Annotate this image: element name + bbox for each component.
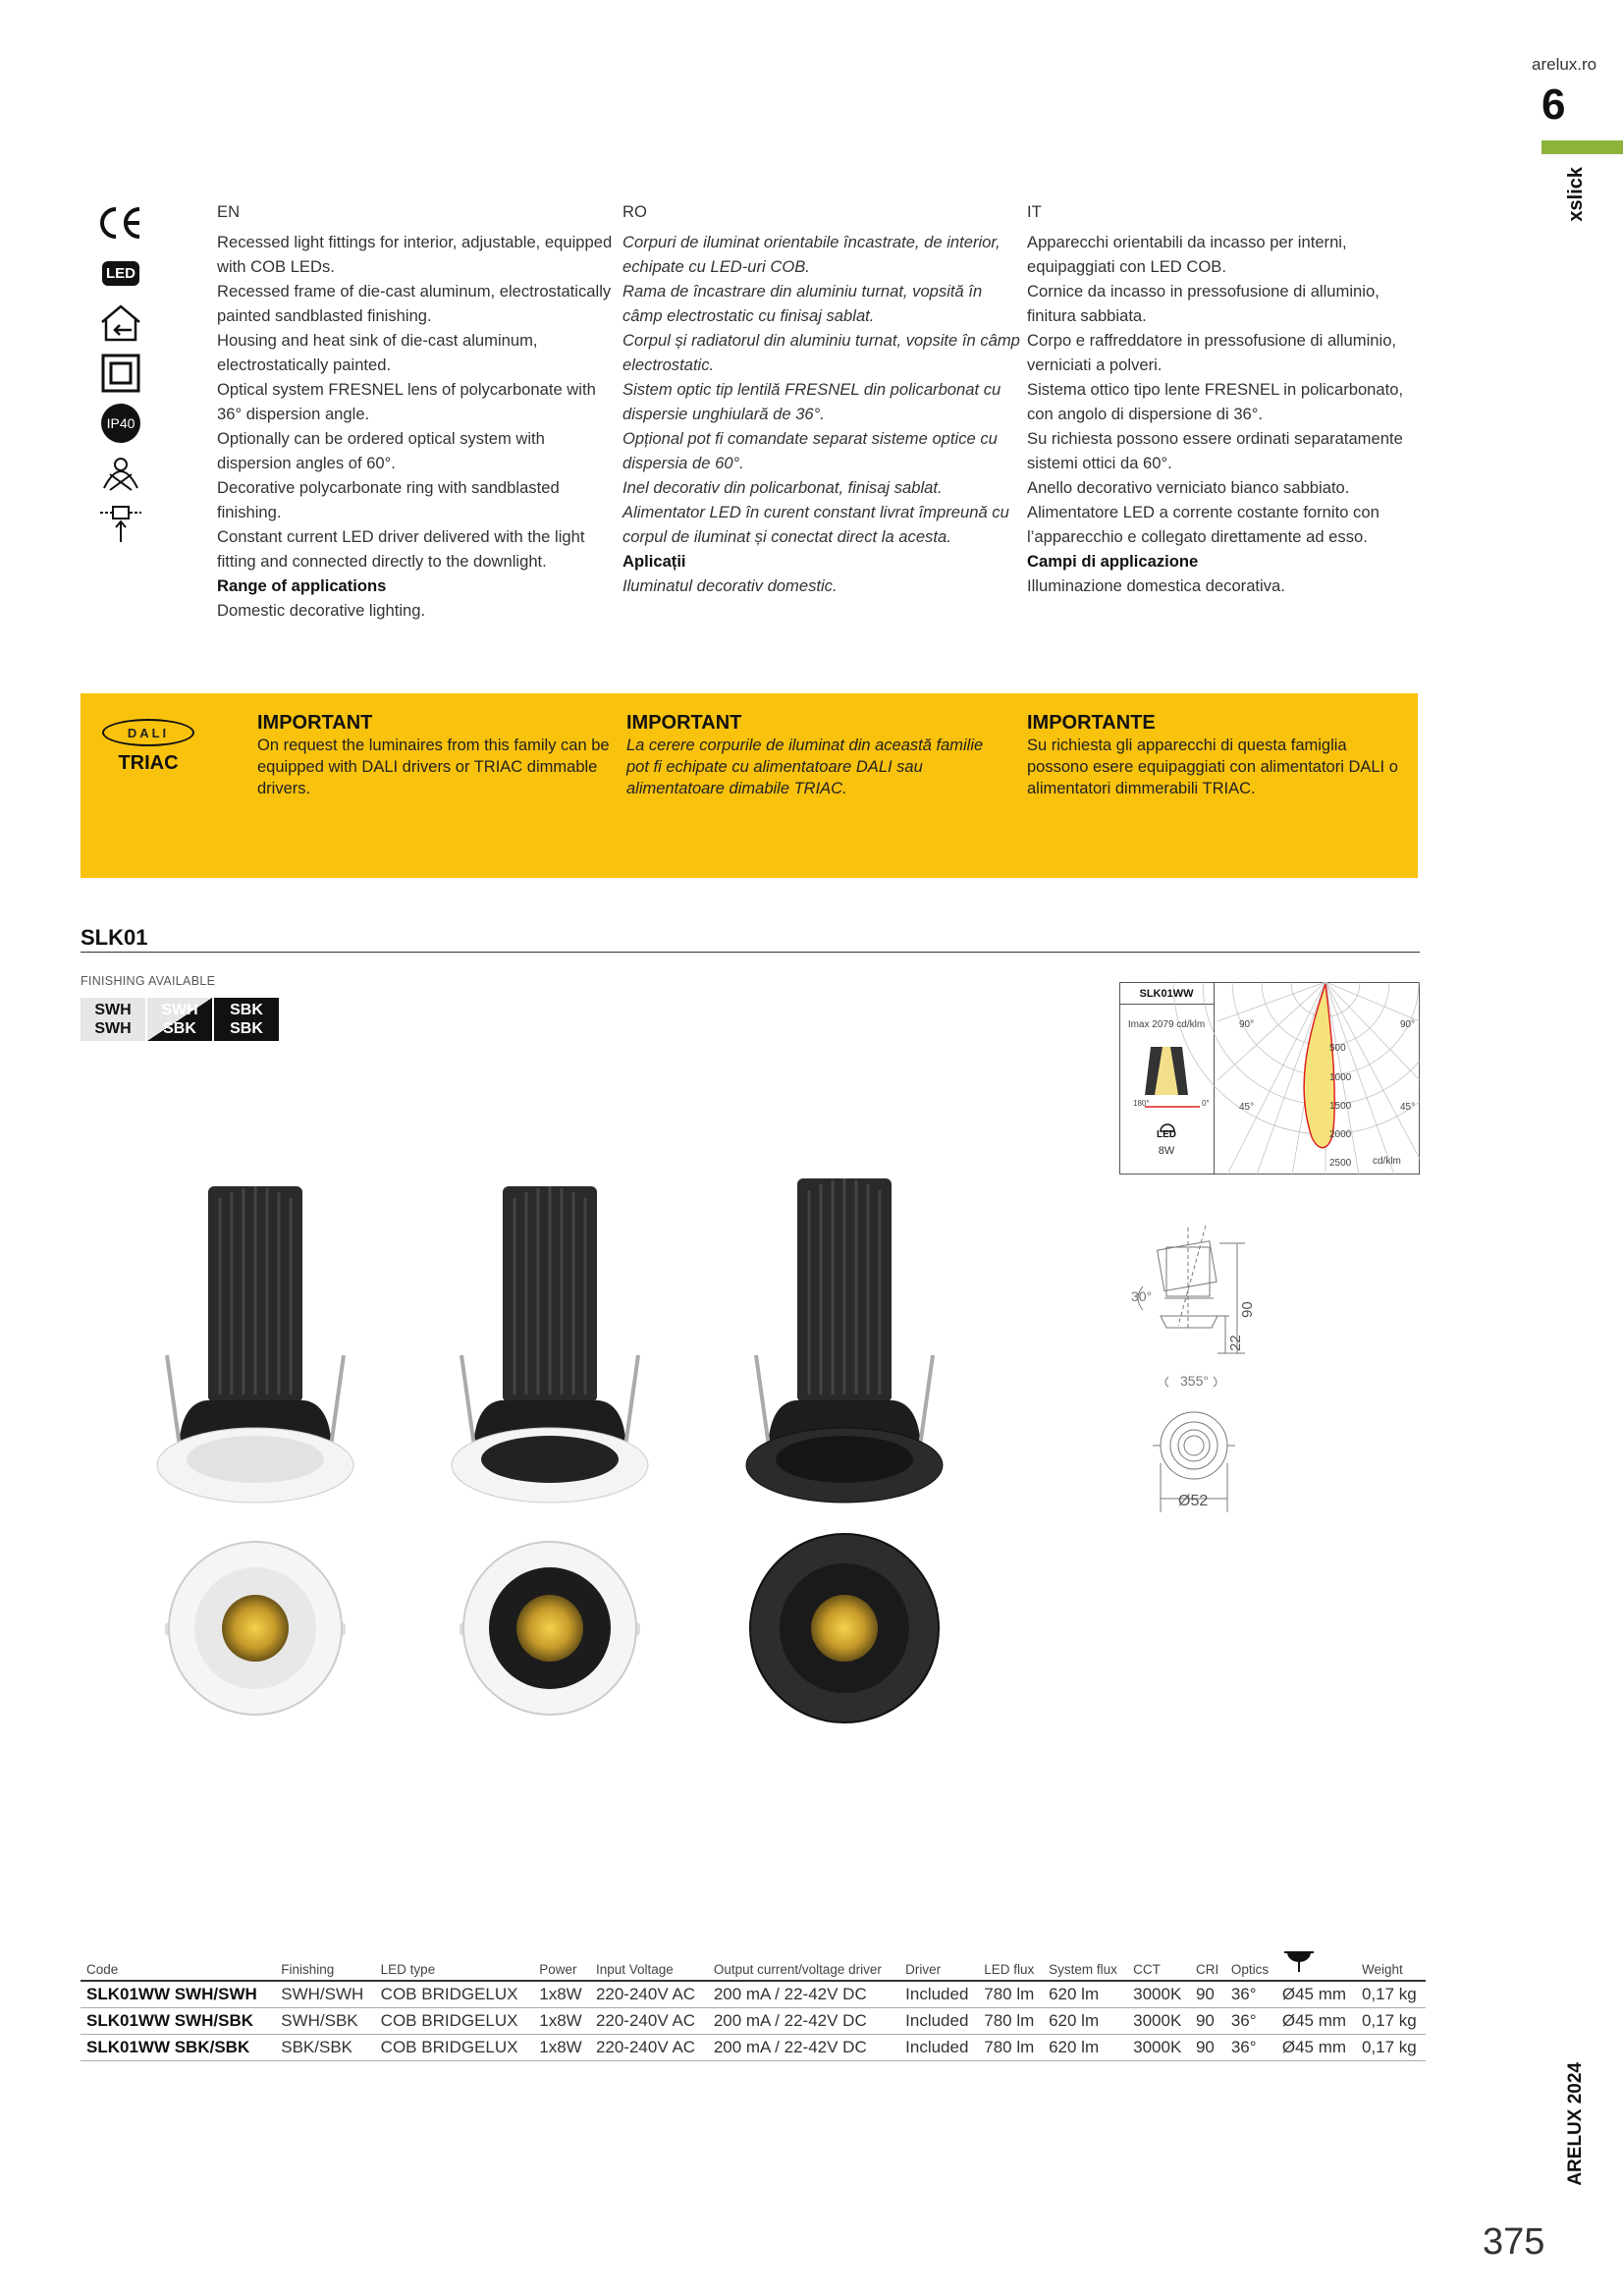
col-led-flux: LED flux: [978, 1944, 1043, 1981]
description-ro: [622, 199, 1020, 598]
finish-top: SWH: [94, 1002, 132, 1018]
important-text-it: Su richiesta gli apparecchi di questa famiglia possono esere equipaggiati con alimentatori DALI o alimentatori dimmerabili TRIAC.: [1027, 737, 1398, 797]
en-line: Decorative polycarbonate ring with sandblasted finishing.: [217, 478, 560, 521]
finish-top: SWH: [161, 1002, 198, 1018]
photometry-unit: cd/klm: [1373, 1156, 1401, 1167]
dimension-cutout: Ø52: [1178, 1493, 1209, 1509]
triac-label: TRIAC: [118, 752, 179, 774]
dimension-rotation: 355°: [1180, 1373, 1209, 1389]
cell-power: 1x8W: [533, 1981, 590, 2008]
angle-90-right: 90°: [1400, 1019, 1416, 1030]
important-text-en: On request the luminaires from this family can be equipped with DALI drivers or TRIAC dimmable drivers.: [257, 737, 610, 797]
cell-led-type: COB BRIDGELUX: [375, 1981, 534, 2008]
photometric-diagram: [1119, 982, 1420, 1175]
heading-en: EN: [217, 202, 241, 221]
catalog-title: ARELUX 2024: [1565, 2062, 1586, 2186]
angle-45-right: 45°: [1400, 1102, 1416, 1113]
table-row: [81, 1981, 1426, 2008]
front-view-swh-swh: [165, 1542, 346, 1715]
cell-system-flux: 620 lm: [1043, 2035, 1127, 2061]
applications-title-it: Campi di applicazione: [1027, 552, 1199, 571]
cell-cct: 3000K: [1127, 1981, 1190, 2008]
photometry-imax: Imax 2079 cd/klm: [1127, 1019, 1206, 1030]
heading-ro: RO: [622, 202, 647, 221]
finish-top: SBK: [230, 1002, 263, 1018]
angle-45-left: 45°: [1239, 1102, 1255, 1113]
col-led-type: LED type: [375, 1944, 534, 1981]
ro-line: Inel decorativ din policarbonat, finisaj sablat.: [622, 478, 943, 497]
en-line: Optionally can be ordered optical system with dispersion angles of 60°.: [217, 429, 545, 472]
finish-swatch-swh-swh: [81, 998, 145, 1041]
description-it: [1027, 199, 1425, 598]
photometry-angle-right: 0°: [1202, 1099, 1210, 1108]
table-header: [81, 1944, 1426, 1981]
scale-1500: 1500: [1329, 1101, 1352, 1112]
cell-led-flux: 780 lm: [978, 2008, 1043, 2035]
cell-weight: 0,17 kg: [1356, 2008, 1426, 2035]
cell-code: SLK01WW SBK/SBK: [81, 2035, 275, 2061]
cell-weight: 0,17 kg: [1356, 2035, 1426, 2061]
ro-line: Corpuri de iluminat orientabile încastrate, de interior, echipate cu LED-uri COB.: [622, 233, 1001, 276]
important-title-ro: IMPORTANT: [626, 712, 742, 734]
led-icon-label: LED: [102, 261, 139, 286]
scale-2500: 2500: [1329, 1158, 1352, 1169]
cell-finishing: SWH/SBK: [275, 2008, 374, 2035]
col-cutout: [1276, 1944, 1356, 1981]
indoor-icon: [96, 301, 145, 345]
side-view-sbk-sbk: [746, 1178, 943, 1503]
cell-cct: 3000K: [1127, 2035, 1190, 2061]
applications-title-ro: Aplicații: [622, 552, 686, 571]
finish-bottom: SWH: [94, 1020, 132, 1037]
col-output: Output current/voltage driver: [708, 1944, 899, 1981]
cutout-icon: [1282, 1948, 1316, 1974]
col-driver: Driver: [899, 1944, 978, 1981]
led-icon: [96, 251, 145, 295]
finish-bottom: SBK: [230, 1020, 263, 1037]
cell-input-voltage: 220-240V AC: [590, 1981, 708, 2008]
cell-weight: 0,17 kg: [1356, 1981, 1426, 2008]
photometry-led-label: LED: [1157, 1129, 1176, 1140]
photometry-model: SLK01WW: [1139, 988, 1194, 1000]
dimension-tilt: 30°: [1131, 1288, 1153, 1304]
col-system-flux: System flux: [1043, 1944, 1127, 1981]
icon-column: [96, 201, 147, 552]
description-en: [217, 199, 615, 623]
ro-line: Opțional pot fi comandate separat sisteme optice cu dispersia de 60°.: [622, 429, 998, 472]
applications-text-it: Illuminazione domestica decorativa.: [1027, 576, 1285, 595]
product-code: SLK01: [81, 925, 148, 950]
col-code: Code: [81, 1944, 275, 1981]
ro-line: Alimentator LED în curent constant livrat împreună cu corpul de iluminat și conectat direct la acesta.: [622, 503, 1009, 546]
it-line: Apparecchi orientabili da incasso per interni, equipaggiati con LED COB.: [1027, 233, 1347, 276]
cell-cri: 90: [1190, 1981, 1225, 2008]
it-line: Su richiesta possono essere ordinati separatamente sistemi ottici da 60°.: [1027, 429, 1403, 472]
applications-text-ro: Iluminatul decorativ domestic.: [622, 576, 838, 595]
col-input-voltage: Input Voltage: [590, 1944, 708, 1981]
cell-cct: 3000K: [1127, 2008, 1190, 2035]
cell-output: 200 mA / 22-42V DC: [708, 2008, 899, 2035]
important-ro: [626, 712, 1000, 799]
adjustable-icon: [96, 452, 145, 495]
en-line: Recessed frame of die-cast aluminum, electrostatically painted sandblasted finishing.: [217, 282, 612, 325]
cell-driver: Included: [899, 2008, 978, 2035]
product-images: [137, 1159, 1041, 1748]
ro-line: Corpul și radiatorul din aluminiu turnat, vopsite în câmp electrostatic.: [622, 331, 1020, 374]
important-en: [257, 712, 630, 799]
dimension-lines: [1109, 1218, 1286, 1512]
ip40-icon: [96, 402, 145, 445]
cell-optics: 36°: [1225, 2008, 1276, 2035]
finish-swatch-sbk-sbk: [214, 998, 279, 1041]
ro-line: Sistem optic tip lentilă FRESNEL din policarbonat cu dispersie unghiulară de 36°.: [622, 380, 1001, 423]
scale-1000: 1000: [1329, 1072, 1352, 1083]
cell-led-flux: 780 lm: [978, 1981, 1043, 2008]
it-line: Alimentatore LED a corrente costante fornito con l’apparecchio e collegato direttamente ad esso.: [1027, 503, 1380, 546]
photometry-power: 8W: [1158, 1145, 1175, 1157]
cell-cutout: Ø45 mm: [1276, 1981, 1356, 2008]
table-row: [81, 2035, 1426, 2061]
angle-90-left: 90°: [1239, 1019, 1255, 1030]
cell-cri: 90: [1190, 2035, 1225, 2061]
dimension-depth: 22: [1227, 1335, 1244, 1351]
site-url: arelux.ro: [1532, 55, 1597, 74]
cell-system-flux: 620 lm: [1043, 2008, 1127, 2035]
cell-cri: 90: [1190, 2008, 1225, 2035]
en-line: Optical system FRESNEL lens of polycarbonate with 36° dispersion angle.: [217, 380, 596, 423]
cell-cutout: Ø45 mm: [1276, 2008, 1356, 2035]
ro-line: Rama de încastrare din aluminiu turnat, vopsită în câmp electrostatic cu finisaj sablat.: [622, 282, 983, 325]
col-cct: CCT: [1127, 1944, 1190, 1981]
applications-text-en: Domestic decorative lighting.: [217, 601, 426, 620]
en-line: Constant current LED driver delivered with the light fitting and connected directly to the downlight.: [217, 527, 585, 571]
cell-driver: Included: [899, 2035, 978, 2061]
chapter-bar: [1542, 140, 1623, 154]
cell-finishing: SBK/SBK: [275, 2035, 374, 2061]
scale-2000: 2000: [1329, 1129, 1352, 1140]
col-optics: Optics: [1225, 1944, 1276, 1981]
spec-table: [81, 1944, 1426, 2061]
it-line: Cornice da incasso in pressofusione di alluminio, finitura sabbiata.: [1027, 282, 1380, 325]
photometry-angle-left: 180°: [1133, 1099, 1150, 1108]
finish-bottom: SBK: [163, 1020, 196, 1037]
family-name: xslick: [1565, 167, 1587, 222]
cell-output: 200 mA / 22-42V DC: [708, 2035, 899, 2061]
heading-it: IT: [1027, 202, 1042, 221]
col-cri: CRI: [1190, 1944, 1225, 1981]
ce-mark-icon: [96, 201, 145, 245]
dali-triac-badge: [102, 719, 194, 775]
cell-led-type: COB BRIDGELUX: [375, 2008, 534, 2035]
dimension-drawing: [1109, 1218, 1286, 1512]
product-divider: [81, 952, 1420, 953]
important-title-it: IMPORTANTE: [1027, 712, 1156, 734]
finish-swatch-swh-sbk: [147, 998, 212, 1041]
en-line: Recessed light fittings for interior, adjustable, equipped with COB LEDs.: [217, 233, 613, 276]
cell-power: 1x8W: [533, 2008, 590, 2035]
scale-500: 500: [1329, 1043, 1346, 1054]
cell-power: 1x8W: [533, 2035, 590, 2061]
cell-input-voltage: 220-240V AC: [590, 2035, 708, 2061]
cell-input-voltage: 220-240V AC: [590, 2008, 708, 2035]
col-weight: Weight: [1356, 1944, 1426, 1981]
important-it: [1027, 712, 1400, 799]
cell-code: SLK01WW SWH/SWH: [81, 1981, 275, 2008]
chapter-number: 6: [1542, 81, 1566, 129]
dimension-height: 90: [1239, 1301, 1256, 1318]
cell-cutout: Ø45 mm: [1276, 2035, 1356, 2061]
dali-logo: DALI: [102, 719, 194, 746]
cell-driver: Included: [899, 1981, 978, 2008]
page-number: 375: [1483, 2221, 1545, 2263]
important-title-en: IMPORTANT: [257, 712, 373, 734]
ip40-icon-label: IP40: [101, 404, 140, 443]
it-line: Corpo e raffreddatore in pressofusione di alluminio, verniciati a polveri.: [1027, 331, 1397, 374]
col-power: Power: [533, 1944, 590, 1981]
front-view-swh-sbk: [460, 1542, 640, 1715]
applications-title-en: Range of applications: [217, 576, 387, 595]
important-text-ro: La cerere corpurile de iluminat din această familie pot fi echipate cu alimentatoare DALI sau alimentatoare dimabile TRIAC.: [626, 737, 984, 797]
recessed-icon: [96, 502, 145, 545]
it-line: Anello decorativo verniciato bianco sabbiato.: [1027, 478, 1350, 497]
cell-output: 200 mA / 22-42V DC: [708, 1981, 899, 2008]
cell-finishing: SWH/SWH: [275, 1981, 374, 2008]
en-line: Housing and heat sink of die-cast aluminum, electrostatically painted.: [217, 331, 538, 374]
it-line: Sistema ottico tipo lente FRESNEL in policarbonato, con angolo di dispersione di 36°.: [1027, 380, 1404, 423]
cell-system-flux: 620 lm: [1043, 1981, 1127, 2008]
cell-led-type: COB BRIDGELUX: [375, 2035, 534, 2061]
class-ii-icon: [96, 352, 145, 395]
cell-optics: 36°: [1225, 1981, 1276, 2008]
side-view-swh-swh: [157, 1186, 353, 1503]
table-row: [81, 2008, 1426, 2035]
finishing-label: FINISHING AVAILABLE: [81, 974, 216, 988]
cell-led-flux: 780 lm: [978, 2035, 1043, 2061]
front-view-sbk-sbk: [750, 1534, 939, 1722]
side-view-swh-sbk: [452, 1186, 648, 1503]
cell-code: SLK01WW SWH/SBK: [81, 2008, 275, 2035]
col-finishing: Finishing: [275, 1944, 374, 1981]
cell-optics: 36°: [1225, 2035, 1276, 2061]
